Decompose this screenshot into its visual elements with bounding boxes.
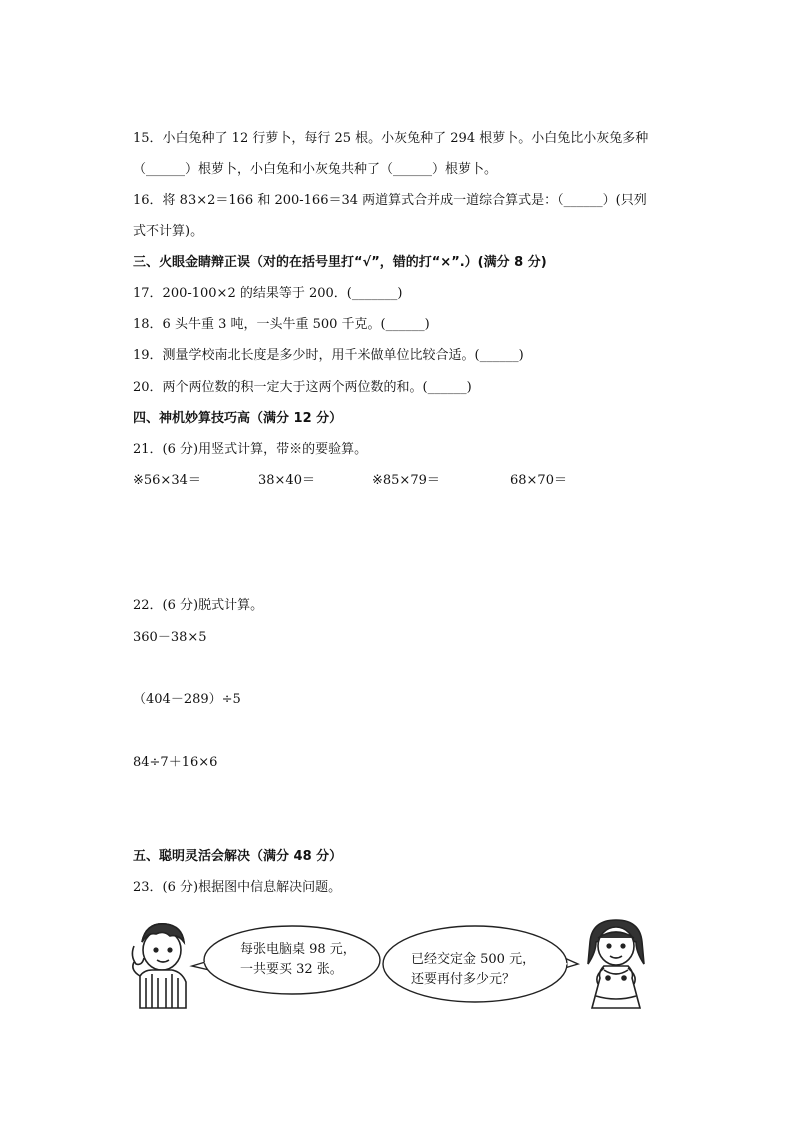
bubble-left-line-2: 一共要买 32 张。 xyxy=(240,962,343,977)
section-4-title: 四、神机妙算技巧高（满分 12 分） xyxy=(133,411,343,426)
section-3-title: 三、火眼金睛辩正误（对的在括号里打“√”，错的打“×”.）(满分 8 分) xyxy=(133,255,547,270)
q17-text: 17．200-100×2 的结果等于 200．(_______) xyxy=(133,286,403,301)
boy-figure xyxy=(132,924,186,1008)
girl-figure xyxy=(588,920,644,1008)
q20-text: 20．两个两位数的积一定大于这两个两位数的和。(______) xyxy=(133,380,472,395)
section-5-title: 五、聪明灵活会解决（满分 48 分） xyxy=(133,849,343,864)
q18-text: 18．6 头牛重 3 吨，一头牛重 500 千克。(______) xyxy=(133,317,430,332)
q15-line-1: 15．小白兔种了 12 行萝卜，每行 25 根。小灰兔种了 294 根萝卜。小白兔比小灰兔多种 xyxy=(133,131,649,146)
q23-prompt: 23．(6 分)根据图中信息解决问题。 xyxy=(133,880,342,895)
q21-item-1: ※56×34＝ xyxy=(133,473,201,488)
bubble-right-line-2: 还要再付多少元？ xyxy=(411,972,516,987)
q21-prompt: 21．(6 分)用竖式计算，带※的要验算。 xyxy=(133,442,368,457)
q21-item-2: 38×40＝ xyxy=(258,473,315,488)
q22-item-2: （404－289）÷5 xyxy=(133,692,241,707)
q21-item-3: ※85×79＝ xyxy=(372,473,440,488)
speech-bubble-left xyxy=(192,926,380,994)
q16-line-1: 16．将 83×2＝166 和 200-166＝34 两道算式合并成一道综合算式是：（______）(只列 xyxy=(133,193,647,208)
q21-item-4: 68×70＝ xyxy=(510,473,567,488)
q23-illustration xyxy=(120,912,660,1020)
bubble-right-line-1: 已经交定金 500 元， xyxy=(411,952,536,967)
q22-prompt: 22．(6 分)脱式计算。 xyxy=(133,598,264,613)
q19-text: 19．测量学校南北长度是多少时，用千米做单位比较合适。(______) xyxy=(133,348,524,363)
q22-item-1: 360－38×5 xyxy=(133,630,207,645)
q22-item-3: 84÷7＋16×6 xyxy=(133,755,218,770)
bubble-left-line-1: 每张电脑桌 98 元， xyxy=(240,942,356,957)
q16-line-2: 式不计算)。 xyxy=(133,224,204,239)
q15-line-2: （______）根萝卜，小白兔和小灰兔共种了（______）根萝卜。 xyxy=(133,162,498,177)
